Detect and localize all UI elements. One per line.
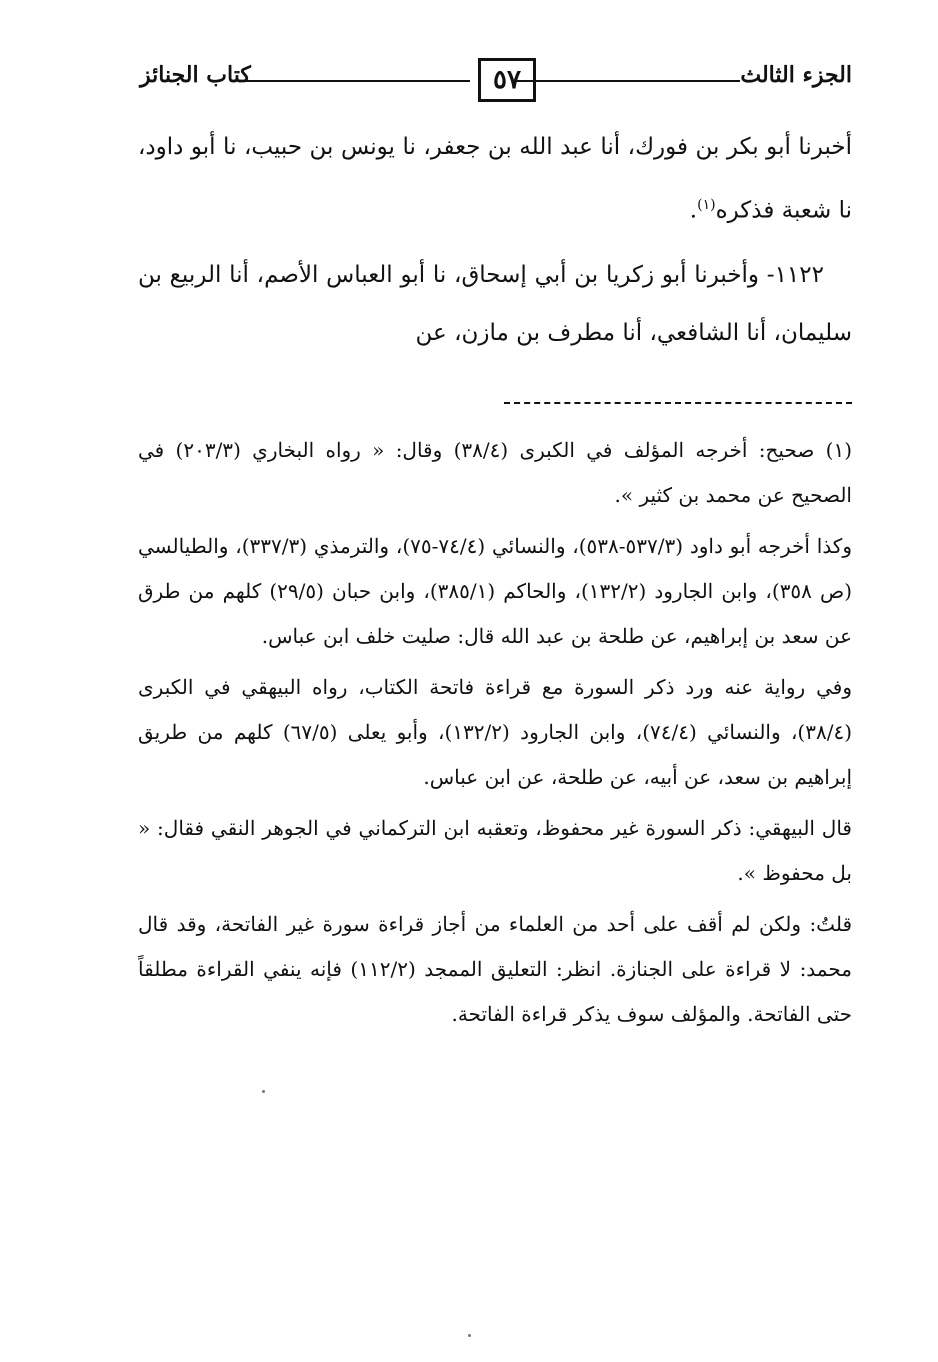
footnotes (138, 428, 852, 1043)
scan-speck (262, 1090, 265, 1093)
footnote-2: وكذا أخرجه أبو داود (٥٣٧/٣-٥٣٨)، والنسائي (٧٤/٤-٧٥)، والترمذي (٣٣٧/٣)، والطيالسي (ص ٣٥٨)، وابن الجارود (١٣٢/٢)، والحاكم (٣٨٥/١)، وابن حبان (٢٩/٥) كلهم من طرق عن سعد بن إبراهيم، عن طلحة بن عبد الله قال: صليت خلف ابن عباس. (138, 534, 852, 648)
footnote-5: قلتُ: ولكن لم أقف على أحد من العلماء من أجاز قراءة سورة غير الفاتحة، وقد قال محمد: لا قراءة على الجنازة. انظر: التعليق الممجد (١١٢/٢) فإنه ينفي القراءة مطلقاً حتى الفاتحة. والمؤلف سوف يذكر قراءة الفاتحة. (138, 912, 852, 1026)
footnote-separator (504, 402, 852, 404)
volume-title: الجزء الثالث (740, 62, 852, 88)
header-rule-right (516, 80, 740, 82)
main-paragraph-1 (138, 118, 852, 240)
footnote-1: (١) صحيح: أخرجه المؤلف في الكبرى (٣٨/٤) وقال: « رواه البخاري (٢٠٣/٣) في الصحيح عن محمد بن كثير ». (138, 438, 852, 507)
footnote-3: وفي رواية عنه ورد ذكر السورة مع قراءة فاتحة الكتاب، رواه البيهقي في الكبرى (٣٨/٤)، والنسائي (٧٤/٤)، وابن الجارود (١٣٢/٢)، وأبو يعلى (٦٧/٥) كلهم من طريق إبراهيم بن سعد، عن أبيه، عن طلحة، عن ابن عباس. (138, 675, 853, 789)
scan-speck (468, 1334, 471, 1337)
main-paragraph-2: ١١٢٢- وأخبرنا أبو زكريا بن أبي إسحاق، نا أبو العباس الأصم، أنا الربيع بن سليمان، أنا الشافعي، أنا مطرف بن مازن، عن (138, 261, 852, 346)
main-text (138, 118, 852, 368)
main-paragraph-1-text: أخبرنا أبو بكر بن فورك، أنا عبد الله بن جعفر، نا يونس بن حبيب، نا أبو داود، نا شعبة فذكره (138, 134, 852, 224)
page-header (140, 48, 852, 108)
footnote-4: قال البيهقي: ذكر السورة غير محفوظ، وتعقبه ابن التركماني في الجوهر النقي فقال: « بل محفوظ ». (138, 816, 852, 885)
book-title: كتاب الجنائز (140, 62, 251, 88)
footnote-marker: (١) (697, 197, 716, 213)
header-rule-left (244, 80, 470, 82)
main-paragraph-1-end: . (689, 197, 698, 224)
page-number: ٥٧ (478, 58, 536, 102)
